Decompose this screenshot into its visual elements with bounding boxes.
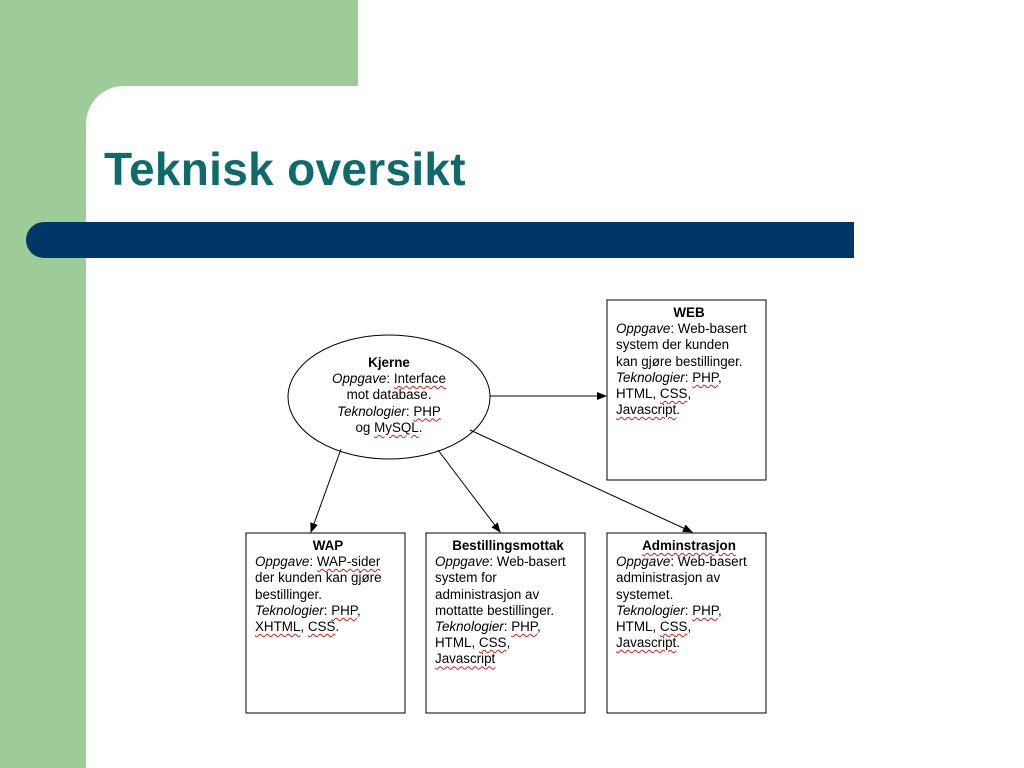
web-tech-line-3: Javascript. [616,402,681,418]
admin-node-text [616,538,762,651]
admin-tech-line-1: Teknologier: PHP, [616,602,722,618]
order-heading: Bestillingsmottak [452,538,564,553]
wap-task-line-1: Oppgave: WAP-sider [255,554,381,570]
arrow-core-to-order [438,450,500,532]
admin-tech-line-3: Javascript. [616,635,681,651]
order-tech-line-1: Teknologier: PHP, [435,619,541,635]
web-node-text [616,305,762,418]
wap-tech-line-2: XHTML, CSS. [255,619,340,635]
wap-heading: WAP [312,538,344,553]
core-task-line: Oppgave: Interface [332,371,446,387]
wap-task-line-2: der kunden kan gjøre [255,570,382,586]
core-task-line-2: mot database. [346,387,432,403]
web-task-line-1: Oppgave: Web-basert [616,321,747,337]
arrow-core-to-wap [311,449,341,532]
web-heading: WEB [673,305,705,320]
order-task-line-3: administrasjon av [435,586,540,602]
wap-tech-line-1: Teknologier: PHP, [255,602,361,618]
order-node-text [435,538,581,668]
web-tech-line-1: Teknologier: PHP, [616,369,722,385]
core-tech-line: Teknologier: PHP [337,403,441,419]
web-task-line-2: system der kunden [616,337,730,353]
core-tech-line-2: og MySQL. [355,419,423,435]
admin-task-line-3: systemet. [616,586,674,602]
wap-node-text [255,538,401,635]
wap-task-line-3: bestillinger. [255,586,322,602]
core-heading: Kjerne [368,355,410,370]
order-task-line-1: Oppgave: Web-basert [435,554,566,570]
order-task-line-2: system for [435,570,497,586]
admin-task-line-1: Oppgave: Web-basert [616,554,747,570]
admin-tech-line-2: HTML, CSS, [616,619,692,635]
order-tech-line-2: HTML, CSS, [435,635,511,651]
core-node-text [309,355,469,436]
admin-heading: Adminstrasjon [642,538,736,553]
web-tech-line-2: HTML, CSS, [616,386,692,402]
order-task-line-4: mottatte bestillinger. [435,602,555,618]
slide-title: Teknisk oversikt [104,143,466,195]
admin-task-line-2: administrasjon av [616,570,721,586]
order-tech-line-3: Javascript [435,651,496,667]
web-task-line-3: kan gjøre bestillinger. [616,353,743,369]
